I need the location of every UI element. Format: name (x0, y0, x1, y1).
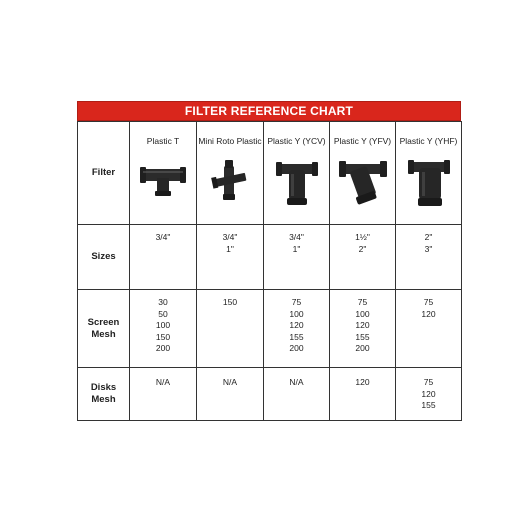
mesh-value: 75 (291, 297, 302, 307)
size-value: 1½" (355, 232, 370, 242)
disk-value: 75 (423, 377, 434, 387)
cell-filter-yhf (396, 122, 462, 225)
cell-screen-yfv (330, 290, 396, 368)
size-value: 2" (358, 243, 367, 254)
cell-screen-plastic-t (130, 290, 197, 368)
disk-value: 120 (355, 377, 370, 387)
filter-reference-chart (77, 101, 461, 421)
row-header-filter: Filter (78, 122, 130, 225)
mesh-value: 50 (158, 308, 168, 319)
row-header-screen-mesh (78, 290, 130, 368)
cell-screen-ycv (264, 290, 330, 368)
cell-filter-mini-roto (197, 122, 264, 225)
size-value: 3/4" (289, 232, 304, 242)
plastic-y-yhf-filter-image (407, 158, 451, 208)
table-row-filter (78, 122, 462, 225)
size-value: 1" (292, 243, 301, 254)
mesh-value: 200 (289, 343, 304, 353)
cell-filter-plastic-t (130, 122, 197, 225)
mesh-value: 155 (355, 331, 370, 342)
disk-value: 155 (421, 400, 436, 410)
size-value: 3" (424, 243, 433, 254)
column-name: Plastic Y (YHF) (399, 136, 458, 146)
cell-sizes-yhf (396, 225, 462, 290)
mesh-value: 150 (155, 331, 171, 342)
disk-value: N/A (289, 377, 304, 387)
size-value: 3/4" (222, 232, 238, 242)
plastic-t-filter-image (139, 158, 187, 198)
cell-disks-mini-roto (197, 368, 264, 421)
mesh-value: 200 (355, 343, 370, 353)
column-name: Plastic Y (YCV) (267, 136, 326, 146)
cell-sizes-yfv (330, 225, 396, 290)
cell-disks-plastic-t (130, 368, 197, 421)
cell-screen-mini-roto (197, 290, 264, 368)
disk-value: N/A (155, 377, 171, 387)
size-value: 1" (226, 243, 234, 254)
reference-table (77, 121, 462, 421)
mesh-value: 100 (155, 320, 171, 330)
mesh-value: 30 (158, 297, 168, 307)
table-row-disks-mesh (78, 368, 462, 421)
cell-disks-ycv (264, 368, 330, 421)
column-name: Plastic Y (YFV) (333, 136, 392, 146)
plastic-y-ycv-filter-image (275, 158, 319, 206)
column-name: Mini Roto Plastic (198, 136, 262, 146)
mesh-value: 75 (357, 297, 368, 307)
mesh-value: 120 (289, 320, 304, 330)
mesh-value: 155 (289, 331, 304, 342)
cell-filter-yfv (330, 122, 396, 225)
cell-sizes-mini-roto (197, 225, 264, 290)
mesh-value: 120 (355, 320, 370, 330)
cell-sizes-plastic-t (130, 225, 197, 290)
mini-roto-plastic-filter-image (210, 158, 250, 202)
column-name: Plastic T (146, 136, 180, 146)
size-value: 2" (424, 232, 433, 242)
disk-value: N/A (222, 377, 238, 387)
mesh-value: 120 (421, 308, 436, 319)
cell-sizes-ycv (264, 225, 330, 290)
mesh-value: 100 (355, 308, 370, 319)
row-header-line: Mesh (91, 328, 116, 340)
cell-disks-yhf (396, 368, 462, 421)
mesh-value: 150 (222, 297, 238, 307)
row-header-line: Screen (87, 316, 120, 328)
row-header-line: Disks (90, 382, 117, 393)
row-header-disks-mesh (78, 368, 130, 421)
table-row-sizes (78, 225, 462, 290)
mesh-value: 200 (155, 343, 171, 353)
cell-screen-yhf (396, 290, 462, 368)
row-header-sizes: Sizes (78, 225, 130, 290)
plastic-y-yfv-filter-image (338, 158, 388, 206)
disk-value: 120 (421, 388, 436, 399)
table-row-screen-mesh (78, 290, 462, 368)
chart-title: FILTER REFERENCE CHART (77, 101, 461, 121)
row-header-line: Mesh (91, 394, 116, 405)
size-value: 3/4" (155, 232, 171, 242)
mesh-value: 75 (423, 297, 434, 307)
cell-filter-ycv (264, 122, 330, 225)
mesh-value: 100 (289, 308, 304, 319)
cell-disks-yfv (330, 368, 396, 421)
